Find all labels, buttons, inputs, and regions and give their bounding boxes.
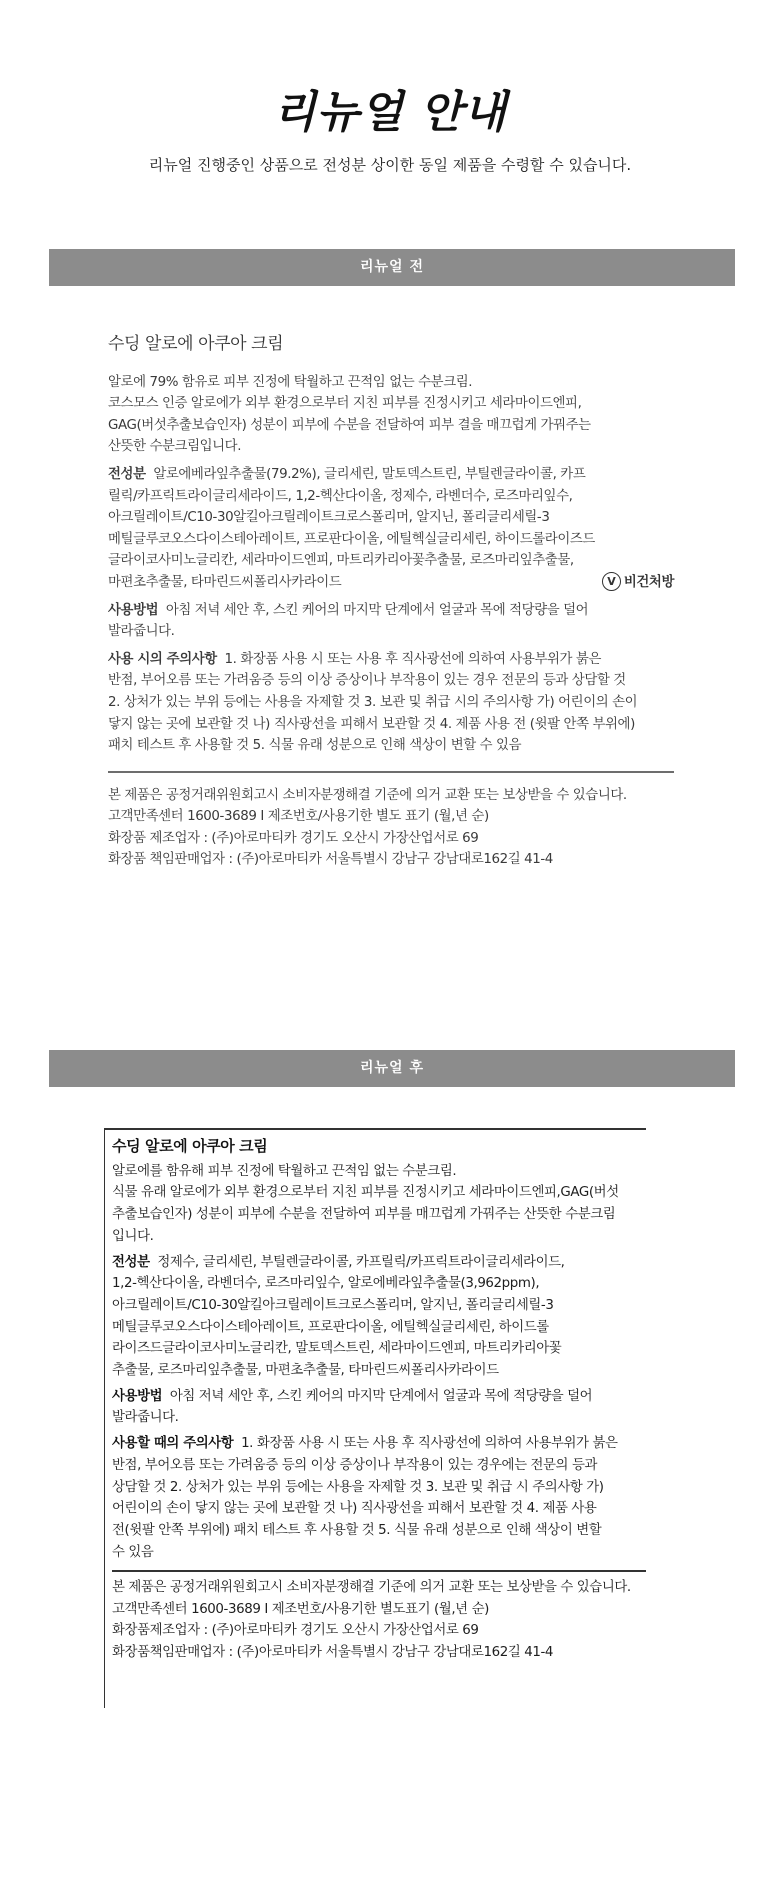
before-description <box>108 372 674 458</box>
before-footer <box>108 785 674 871</box>
before-renewal-banner: 리뉴얼 전 <box>49 249 735 286</box>
after-description-line: 추출보습인자) 성분이 피부에 수분을 전달하여 피부를 매끄럽게 가꿔주는 산뜻한 수분크림 <box>112 1207 616 1223</box>
after-renewal-banner: 리뉴얼 후 <box>49 1050 735 1087</box>
after-description-line: 식물 유래 알로에가 외부 환경으로부터 지친 피부를 진정시키고 세라마이드엔피,GAG(버섯 <box>112 1185 619 1201</box>
before-ingredients-line: 릴릭/카프릭트라이글리세라이드, 1,2-헥산다이올, 정제수, 라벤더수, 로즈마리잎수, <box>108 488 573 504</box>
before-caution-line: 1. 화장품 사용 시 또는 사용 후 직사광선에 의하여 사용부위가 붉은 <box>224 651 601 667</box>
before-usage <box>108 600 674 643</box>
before-footer-line: 본 제품은 공정거래위원회고시 소비자분쟁해결 기준에 의거 교환 또는 보상받을 수 있습니다. <box>108 787 627 803</box>
after-footer-line: 고객만족센터 1600-3689 I 제조번호/사용기한 별도표기 (월,년 순) <box>112 1601 489 1617</box>
before-ingredients-line: 알로에베라잎추출물(79.2%), 글리세린, 말토덱스트린, 부틸렌글라이콜, 카프 <box>153 466 586 482</box>
before-ingredients-line: 글라이코사미노글리칸, 세라마이드엔피, 마트리카리아꽃추출물, 로즈마리잎추출물, <box>108 553 574 569</box>
after-footer-line: 화장품제조업자 : (주)아로마티카 경기도 오산시 가장산업서로 69 <box>112 1623 479 1639</box>
before-caution-label: 사용 시의 주의사항 <box>108 651 217 667</box>
page-title: 리뉴얼 안내 <box>273 87 507 138</box>
after-footer-line: 본 제품은 공정거래위원회고시 소비자분쟁해결 기준에 의거 교환 또는 보상받을 수 있습니다. <box>112 1579 631 1595</box>
after-ingredients-line: 아크릴레이트/C10-30알킬아크릴레이트크로스폴리머, 알지닌, 폴리글리세릴-3 <box>112 1297 554 1313</box>
after-usage-label: 사용방법 <box>112 1388 163 1404</box>
before-ingredients-line: 마편초추출물, 타마린드씨폴리사카라이드 <box>108 574 342 590</box>
after-footer-line: 화장품책임판매업자 : (주)아로마티카 서울특별시 강남구 강남대로162길 41-4 <box>112 1645 554 1661</box>
after-caution-line: 전(윗팔 안쪽 부위에) 패치 테스트 후 사용할 것 5. 식물 유래 성분으로 인해 색상이 변할 <box>112 1522 602 1538</box>
after-ingredients-label: 전성분 <box>112 1254 150 1270</box>
before-ingredients-label: 전성분 <box>108 466 146 482</box>
before-caution-line: 2. 상처가 있는 부위 등에는 사용을 자제할 것 3. 보관 및 취급 시의 주의사항 가) 어린이의 손이 <box>108 694 638 710</box>
after-description-line: 입니다. <box>112 1228 154 1244</box>
after-caution-line: 어린이의 손이 닿지 않는 곳에 보관할 것 나) 직사광선을 피해서 보관할 것 4. 제품 사용 <box>112 1501 597 1517</box>
before-description-line: 산뜻한 수분크림입니다. <box>108 439 242 455</box>
after-ingredients-line: 1,2-헥산다이올, 라벤더수, 로즈마리잎수, 알로에베라잎추출물(3,962ppm), <box>112 1276 540 1292</box>
before-caution-line: 반점, 부어오름 또는 가려움증 등의 이상 증상이나 부작용이 있는 경우 전문의 등과 상담할 것 <box>108 673 626 689</box>
before-caution <box>108 649 674 757</box>
before-footer-line: 화장품 제조업자 : (주)아로마티카 경기도 오산시 가장산업서로 69 <box>108 830 479 846</box>
after-caution-line: 반점, 부어오름 또는 가려움증 등의 이상 증상이나 부작용이 있는 경우에는 전문의 등과 <box>112 1457 598 1473</box>
after-ingredients-line: 추출물, 로즈마리잎추출물, 마편초추출물, 타마린드씨폴리사카라이드 <box>112 1363 499 1379</box>
before-description-line: GAG(버섯추출보습인자) 성분이 피부에 수분을 전달하여 피부 결을 매끄럽게 가꿔주는 <box>108 417 591 433</box>
before-divider <box>108 771 674 773</box>
before-description-line: 코스모스 인증 알로에가 외부 환경으로부터 지친 피부를 진정시키고 세라마이드엔피, <box>108 396 582 412</box>
before-description-line: 알로에 79% 함유로 피부 진정에 탁월하고 끈적임 없는 수분크림. <box>108 374 473 390</box>
after-caution-line: 1. 화장품 사용 시 또는 사용 후 직사광선에 의하여 사용부위가 붉은 <box>241 1436 618 1452</box>
before-ingredients <box>108 464 674 594</box>
after-caution-label: 사용할 때의 주의사항 <box>112 1436 234 1452</box>
vegan-text: 비건처방 <box>623 574 674 590</box>
before-footer-line: 고객만족센터 1600-3689 I 제조번호/사용기한 별도 표기 (월,년 순) <box>108 809 489 825</box>
before-renewal-label <box>108 334 674 871</box>
before-product-name: 수딩 알로에 아쿠아 크림 <box>108 334 284 354</box>
before-caution-line: 패치 테스트 후 사용할 것 5. 식물 유래 성분으로 인해 색상이 변할 수 있음 <box>108 738 522 754</box>
after-renewal-label <box>104 1128 646 1664</box>
after-usage-line: 발라줍니다. <box>112 1410 179 1426</box>
after-usage <box>112 1386 646 1429</box>
after-description <box>112 1161 646 1248</box>
after-footer <box>112 1577 646 1664</box>
before-ingredients-line: 메틸글루코오스다이스테아레이트, 프로판다이올, 에틸헥실글리세린, 하이드롤라이즈드 <box>108 531 595 547</box>
before-caution-line: 닿지 않는 곳에 보관할 것 나) 직사광선을 피해서 보관할 것 4. 제품 사용 전 (윗팔 안쪽 부위에) <box>108 716 635 732</box>
vegan-badge <box>602 572 674 594</box>
after-ingredients-line: 라이즈드글라이코사미노글리칸, 말토덱스트린, 세라마이드엔피, 마트리카리아꽃 <box>112 1341 562 1357</box>
after-product-name: 수딩 알로에 아쿠아 크림 <box>112 1137 268 1155</box>
vegan-v-icon: V <box>602 572 621 591</box>
before-usage-label: 사용방법 <box>108 602 159 618</box>
after-ingredients <box>112 1252 646 1382</box>
after-caution-line: 상담할 것 2. 상처가 있는 부위 등에는 사용을 자제할 것 3. 보관 및 취급 시 주의사항 가) <box>112 1479 604 1495</box>
after-usage-line: 아침 저녁 세안 후, 스킨 케어의 마지막 단계에서 얼굴과 목에 적당량을 덜어 <box>169 1388 593 1404</box>
after-ingredients-line: 메틸글루코오스다이스테아레이트, 프로판다이올, 에틸헥실글리세린, 하이드롤 <box>112 1319 549 1335</box>
before-usage-line: 발라줍니다. <box>108 624 175 640</box>
before-footer-line: 화장품 책임판매업자 : (주)아로마티카 서울특별시 강남구 강남대로162길 41-4 <box>108 852 553 868</box>
after-divider <box>112 1570 646 1572</box>
after-caution-line: 수 있음 <box>112 1544 154 1560</box>
before-usage-line: 아침 저녁 세안 후, 스킨 케어의 마지막 단계에서 얼굴과 목에 적당량을 덜어 <box>165 602 589 618</box>
after-ingredients-line: 정제수, 글리세린, 부틸렌글라이콜, 카프릴릭/카프릭트라이글리세라이드, <box>157 1254 565 1270</box>
after-caution <box>112 1433 646 1563</box>
before-ingredients-line: 아크릴레이트/C10-30알킬아크릴레이트크로스폴리머, 알지닌, 폴리글리세릴-3 <box>108 510 550 526</box>
page-subtitle: 리뉴얼 진행중인 상품으로 전성분 상이한 동일 제품을 수령할 수 있습니다. <box>148 156 632 174</box>
after-description-line: 알로에를 함유해 피부 진정에 탁월하고 끈적임 없는 수분크림. <box>112 1163 457 1179</box>
